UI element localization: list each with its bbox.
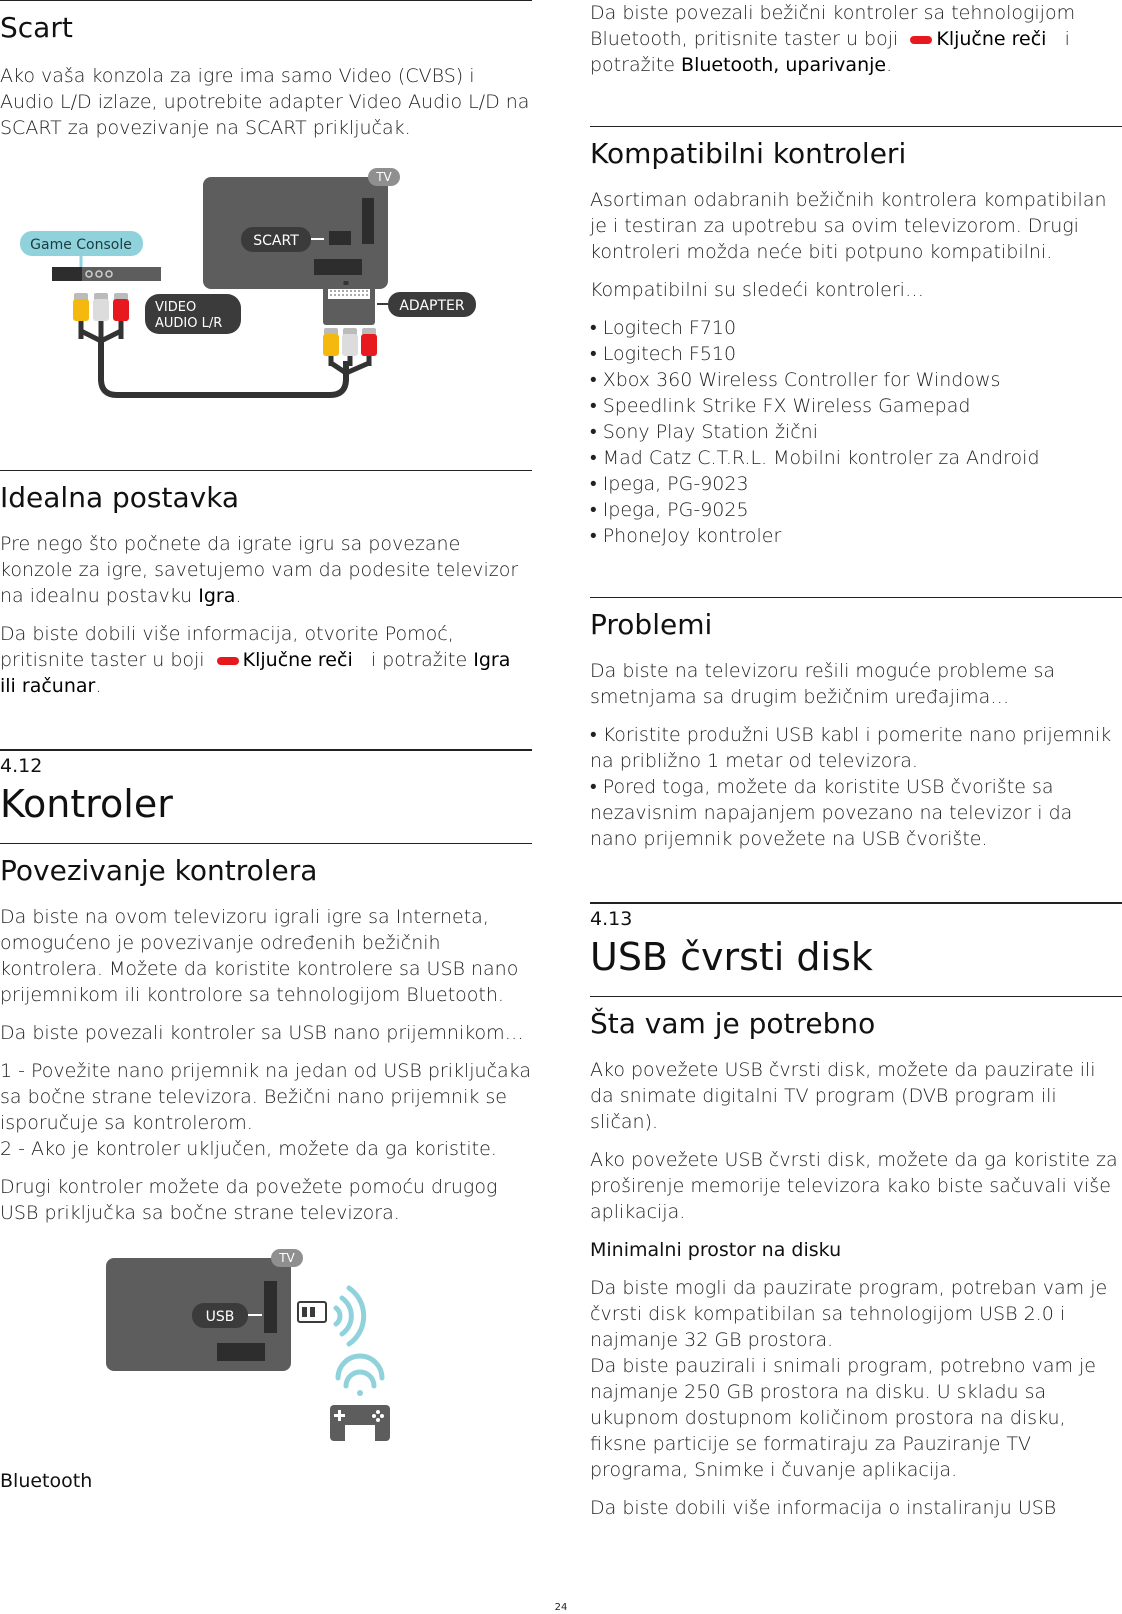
min-space-subheading: Minimalni prostor na disku <box>590 1239 842 1261</box>
ideal-setting-name: Igra <box>198 585 236 607</box>
needs-paragraph-1: Ako povežete USB čvrsti disk, možete da pauzirate ili da snimate digitalni TV program (DVB program ili sličan). <box>590 1059 1096 1133</box>
page-number: 24 <box>554 1602 568 1613</box>
tv-badge-label: TV <box>376 170 392 184</box>
section-rule <box>0 470 532 471</box>
left-column <box>0 0 532 1494</box>
video-label: VIDEO <box>155 300 197 315</box>
ideal-paragraph-2: Da biste dobili više informacija, otvorite Pomoć, pritisnite taster u boji Ključne reči i potražite Igra ili računar. <box>0 623 511 697</box>
scart-body: Ako vaša konzola za igre ima samo Video (CVBS) i Audio L/D izlaze, upotrebite adapter Video Audio L/D na SCART za povezivanje na SCART priključak. <box>0 65 530 139</box>
section-rule <box>0 0 532 1</box>
chapter-title: USB čvrsti disk <box>590 935 873 979</box>
bluetooth-paragraph: Da biste povezali bežični kontroler sa tehnologijom Bluetooth, pritisnite taster u boji Ključne reči i potražite Bluetooth, uparivanje. <box>590 2 1076 76</box>
tv-side-slot <box>362 198 374 244</box>
tv-bottom-slot <box>314 259 362 275</box>
bluetooth-heading: Bluetooth <box>0 1470 93 1492</box>
section-rule <box>0 843 532 844</box>
usb-receiver-diagram <box>0 1240 532 1450</box>
chapter-rule <box>0 749 532 751</box>
problems-bullet-2: • Pored toga, možete da koristite USB čvorište sa nezavisnim napajanjem povezano na televizor i da nano prijemnik povežete na USB čvorište. <box>590 776 1073 850</box>
red-key-icon <box>910 36 932 44</box>
tv-badge-label: TV <box>279 1251 295 1265</box>
problems-bullet-1: • Koristite produžni USB kabl i pomerite nano prijemnik na približno 1 metar od televizora. <box>590 724 1112 772</box>
audio-label: AUDIO L/R <box>155 316 223 331</box>
needs-heading: Šta vam je potrebno <box>590 1007 876 1040</box>
connect-step-1: 1 - Povežite nano prijemnik na jedan od USB priključaka sa bočne strane televizora. Bežični nano prijemnik se isporučuje sa kontrolerom. <box>0 1060 531 1134</box>
search-term: Bluetooth, uparivanje <box>681 54 887 76</box>
rca-plugs-console <box>73 293 129 321</box>
chapter-title: Kontroler <box>0 782 173 826</box>
scart-heading: Scart <box>0 11 73 44</box>
usb-nano-receiver-icon <box>298 1302 326 1322</box>
right-column <box>590 0 1122 1521</box>
compatible-heading: Kompatibilni kontroleri <box>590 137 907 170</box>
wifi-icon <box>338 1356 382 1396</box>
compatible-paragraph-1: Asortiman odabranih bežičnih kontrolera kompatibilan je i testiran za upotrebu sa ovim televizorom. Drugi kontroleri možda neće biti potpuno kompatibilni. <box>590 189 1107 263</box>
usb-label: USB <box>205 1309 235 1325</box>
list-item: • Xbox 360 Wireless Controller for Windows <box>590 369 1001 391</box>
scart-label: SCART <box>253 233 299 249</box>
list-item: • PhoneJoy kontroler <box>590 525 782 547</box>
connect-paragraph-1: Da biste na ovom televizoru igrali igre sa Interneta, omogućeno je povezivanje određenih bežičnih kontrolera. Možete da koristite kontrolere sa USB nano prijemnikom ili kontrolore sa tehnologijom Bluetooth. <box>0 906 519 1006</box>
compatible-paragraph-2: Kompatibilni su sledeći kontroleri… <box>590 279 924 301</box>
section-rule <box>590 597 1122 598</box>
tv-bottom-slot <box>217 1343 265 1361</box>
rca-plugs-adapter <box>323 328 377 356</box>
wireless-signal-icon <box>336 1288 364 1344</box>
list-item: • Logitech F510 <box>590 343 737 365</box>
connect-step-2: 2 - Ako je kontroler uključen, možete da ga koristite. <box>0 1138 497 1160</box>
ideal-heading: Idealna postavka <box>0 481 240 514</box>
needs-paragraph-4: Da biste dobili više informacija o instaliranju USB <box>590 1497 1057 1519</box>
needs-paragraph-3a: Da biste mogli da pauzirate program, potreban vam je čvrsti disk kompatibilan sa tehnologijom USB 2.0 i najmanje 32 GB prostora. <box>590 1277 1108 1351</box>
list-item: • Ipega, PG-9025 <box>590 499 749 521</box>
section-rule <box>590 996 1122 997</box>
connect-paragraph-3: Drugi kontroler možete da povežete pomoću drugog USB priključka sa bočne strane televizora. <box>0 1176 498 1224</box>
problems-paragraph: Da biste na televizoru rešili moguće probleme sa smetnjama sa drugim bežičnim uređajima… <box>590 660 1056 708</box>
list-item: • Speedlink Strike FX Wireless Gamepad <box>590 395 971 417</box>
list-item: • Mad Catz C.T.R.L. Mobilni kontroler za Android <box>590 447 1040 469</box>
chapter-number: 4.12 <box>0 755 43 777</box>
chapter-rule <box>590 902 1122 904</box>
search-term: Igra ili računar <box>0 649 511 697</box>
red-key-icon <box>217 657 239 665</box>
problems-heading: Problemi <box>590 608 713 641</box>
keywords-key-label: Ključne reči <box>242 649 353 671</box>
needs-paragraph-2: Ako povežete USB čvrsti disk, možete da ga koristite za proširenje memorije televizora kako biste sačuvali više aplikacija. <box>590 1149 1118 1223</box>
keywords-key-label: Ključne reči <box>936 28 1047 50</box>
scart-connection-diagram <box>0 151 532 441</box>
ideal-paragraph-1: Pre nego što počnete da igrate igru sa povezane konzole za igre, savetujemo vam da podesite televizor na idealnu postavku Igra. <box>0 533 519 607</box>
console-label: Game Console <box>30 237 132 253</box>
usb-port <box>264 1281 277 1333</box>
list-item: • Logitech F710 <box>590 317 737 339</box>
compatible-list <box>590 315 1122 549</box>
connect-paragraph-2: Da biste povezali kontroler sa USB nano prijemnikom… <box>0 1022 524 1044</box>
chapter-number: 4.13 <box>590 908 633 930</box>
scart-port <box>329 231 351 245</box>
list-item: • Ipega, PG-9023 <box>590 473 749 495</box>
section-rule <box>590 126 1122 127</box>
needs-paragraph-3b: Da biste pauzirali i snimali program, potrebno vam je najmanje 250 GB prostora na disku. U skladu sa ukupnom dostupnom količinom prostora na disku, fiksne particije se formatiraju za Pauziranje TV programa, Snimke i čuvanje aplikacija. <box>590 1355 1096 1481</box>
adapter-label: ADAPTER <box>399 298 465 314</box>
list-item: • Sony Play Station žični <box>590 421 818 443</box>
gamepad-icon <box>330 1405 390 1441</box>
connect-heading: Povezivanje kontrolera <box>0 854 318 887</box>
